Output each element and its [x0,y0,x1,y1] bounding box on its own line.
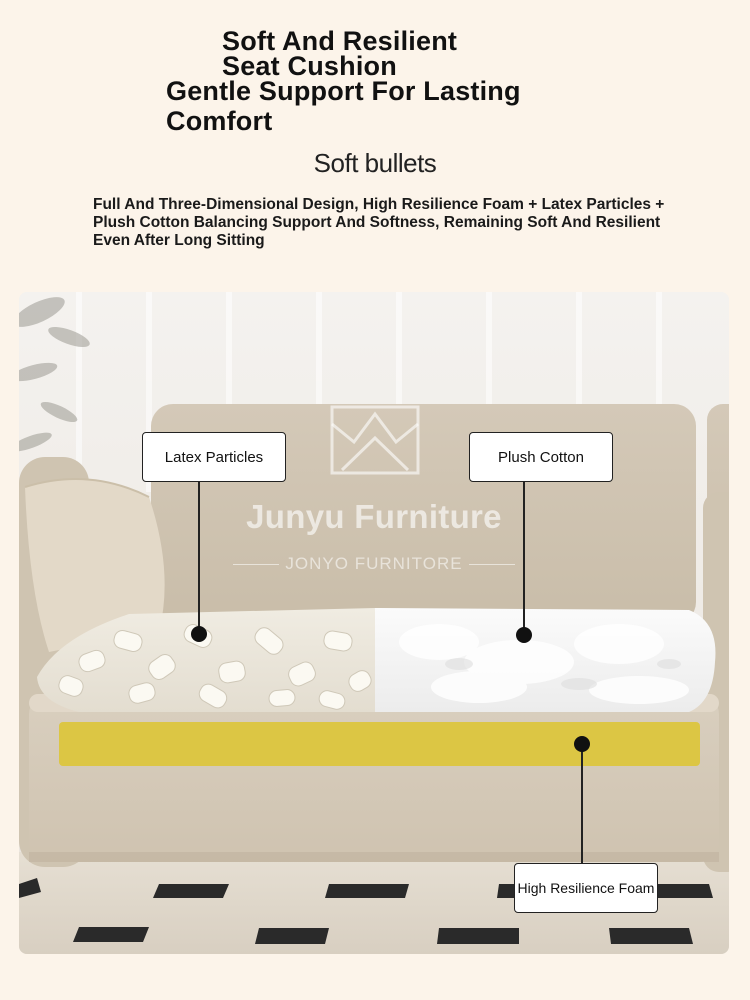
plush-cotton-label-text: Plush Cotton [498,448,584,466]
subtitle: Soft bullets [313,148,437,178]
latex-leader-line [198,481,200,635]
headline-line-2: Seat Cushion [222,51,397,81]
watermark-brand-subname [19,554,729,574]
sofa-product-image [19,292,729,954]
description: Full And Three-Dimensional Design, High Resilience Foam + Latex Particles + Plush Cotton Balancing Support And Softness, Remaining Soft And Resilient Even After Long Sitting [93,196,665,249]
watermark-brand-name: Junyu Furniture [246,498,502,535]
latex-particles-label [142,432,286,482]
high-resilience-foam-label-text: High Resilience Foam [517,880,655,896]
foam-leader-line [581,744,583,864]
sofa-illustration [19,292,729,954]
latex-marker-dot [191,626,207,642]
watermark-subname-text: JONYO FURNITORE [285,554,463,573]
cotton-marker-dot [516,627,532,643]
foam-layer [59,722,700,766]
high-resilience-foam-label [514,863,658,913]
headline-line-3: Gentle Support For Lasting [166,76,521,106]
headline-line-4: Comfort [166,106,273,136]
latex-particles-label-text: Latex Particles [164,448,264,466]
headline-line-1: Soft And Resilient [222,26,458,56]
plush-cotton-label [469,432,613,482]
cotton-leader-line [523,481,525,635]
foam-marker-dot [574,736,590,752]
